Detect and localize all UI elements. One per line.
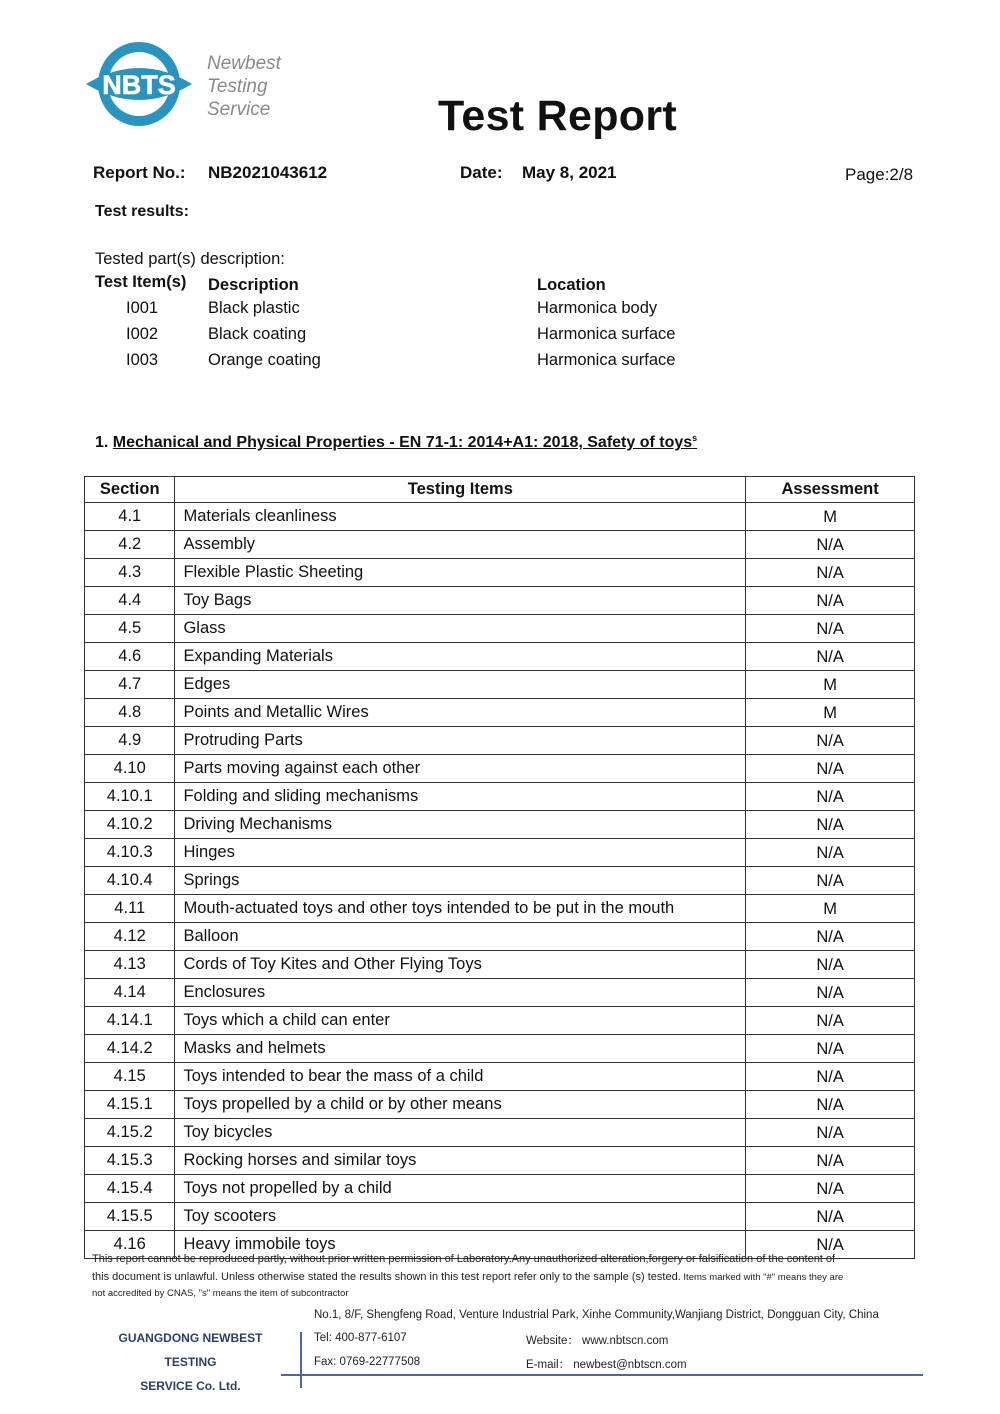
section-title: Mechanical and Physical Properties - EN 71-1: 2014+A1: 2018, Safety of toys$^s$	[112, 433, 698, 451]
assessment-cell: M	[746, 699, 915, 727]
testing-item-cell: Toy bicycles	[175, 1119, 746, 1147]
testing-item-cell: Materials cleanliness	[175, 503, 746, 531]
date-label: Date:	[460, 163, 503, 182]
table-row	[85, 531, 915, 559]
testing-item-cell: Toys which a child can enter	[175, 1007, 746, 1035]
section-cell: 4.15.3	[85, 1147, 175, 1175]
table-row	[85, 1119, 915, 1147]
testing-item-cell: Hinges	[175, 839, 746, 867]
report-no-value: NB2021043612	[208, 163, 328, 182]
logo-emblem-icon	[84, 38, 194, 130]
table-row	[85, 1203, 915, 1231]
part-id: I001	[126, 299, 159, 317]
part-description: Black plastic	[208, 299, 300, 317]
section-cell: 4.7	[85, 671, 175, 699]
company-name-line: GUANGDONG NEWBEST TESTING	[118, 1331, 263, 1369]
section-cell: 4.5	[85, 615, 175, 643]
table-row	[85, 1147, 915, 1175]
section-cell: 4.4	[85, 587, 175, 615]
table-row	[85, 783, 915, 811]
parts-header-description: Description	[208, 276, 299, 294]
part-description: Orange coating	[208, 351, 321, 369]
report-no-label: Report No.:	[93, 163, 186, 182]
testing-item-cell: Rocking horses and similar toys	[175, 1147, 746, 1175]
testing-item-cell: Toys propelled by a child or by other means	[175, 1091, 746, 1119]
page-number: Page:2/8	[845, 165, 914, 184]
testing-item-cell: Edges	[175, 671, 746, 699]
section-cell: 4.2	[85, 531, 175, 559]
assessment-cell: N/A	[746, 923, 915, 951]
testing-item-cell: Cords of Toy Kites and Other Flying Toys	[175, 951, 746, 979]
parts-intro: Tested part(s) description:	[95, 250, 285, 268]
page-title: Test Report	[438, 92, 678, 140]
table-row	[85, 1007, 915, 1035]
assessment-cell: N/A	[746, 1203, 915, 1231]
testing-item-cell: Toys not propelled by a child	[175, 1175, 746, 1203]
assessment-cell: N/A	[746, 1035, 915, 1063]
assessment-cell: N/A	[746, 559, 915, 587]
assessment-cell: M	[746, 503, 915, 531]
testing-item-cell: Masks and helmets	[175, 1035, 746, 1063]
testing-item-cell: Points and Metallic Wires	[175, 699, 746, 727]
assessment-cell: N/A	[746, 755, 915, 783]
assessment-cell: N/A	[746, 839, 915, 867]
company-website[interactable]: Website： www.nbtscn.com	[526, 1335, 669, 1347]
testing-item-cell: Springs	[175, 867, 746, 895]
section-cell: 4.3	[85, 559, 175, 587]
testing-item-cell: Mouth-actuated toys and other toys intended to be put in the mouth	[175, 895, 746, 923]
table-row	[85, 1035, 915, 1063]
assessment-cell: N/A	[746, 783, 915, 811]
assessment-cell: N/A	[746, 727, 915, 755]
table-row	[85, 811, 915, 839]
header-testing-items: Testing Items	[175, 477, 746, 503]
section-cell: 4.8	[85, 699, 175, 727]
parts-row	[95, 351, 715, 377]
table-row	[85, 867, 915, 895]
section-cell: 4.14.1	[85, 1007, 175, 1035]
testing-item-cell: Heavy immobile toys	[175, 1231, 746, 1259]
testing-item-cell: Balloon	[175, 923, 746, 951]
part-id: I002	[126, 325, 159, 343]
company-fax: Fax: 0769-22777508	[314, 1356, 421, 1368]
date-value: May 8, 2021	[522, 163, 617, 182]
testing-item-cell: Flexible Plastic Sheeting	[175, 559, 746, 587]
table-row	[85, 671, 915, 699]
subcontractor-mark: s	[692, 433, 698, 443]
table-row	[85, 979, 915, 1007]
disclaimer	[92, 1250, 912, 1301]
section-cell: 4.15.2	[85, 1119, 175, 1147]
section-cell: 4.10	[85, 755, 175, 783]
section-cell: 4.15	[85, 1063, 175, 1091]
section-heading	[95, 433, 697, 452]
table-header-row	[85, 477, 915, 503]
table-row	[85, 727, 915, 755]
part-location: Harmonica surface	[537, 325, 676, 343]
section-cell: 4.10.4	[85, 867, 175, 895]
assessment-cell: N/A	[746, 1063, 915, 1091]
testing-item-cell: Folding and sliding mechanisms	[175, 783, 746, 811]
assessment-cell: M	[746, 671, 915, 699]
company-address: No.1, 8/F, Shengfeng Road, Venture Industrial Park, Xinhe Community,Wanjiang District, Dongguan City, China	[314, 1309, 879, 1321]
table-row	[85, 839, 915, 867]
assessment-cell: N/A	[746, 1175, 915, 1203]
table-row	[85, 895, 915, 923]
assessment-cell: N/A	[746, 531, 915, 559]
parts-header-id: Test Item(s)	[95, 273, 187, 291]
logo-tagline	[207, 52, 281, 121]
assessment-cell: N/A	[746, 1147, 915, 1175]
table-row	[85, 1063, 915, 1091]
section-cell: 4.9	[85, 727, 175, 755]
disclaimer-line: This report cannot be reproduced partly, without prior written permission of Laboratory.Any unauthorized alteration,forgery or falsification of the content of	[92, 1253, 836, 1265]
testing-item-cell: Toys intended to bear the mass of a child	[175, 1063, 746, 1091]
parts-row	[95, 325, 715, 351]
table-row	[85, 755, 915, 783]
section-cell: 4.6	[85, 643, 175, 671]
section-cell: 4.10.1	[85, 783, 175, 811]
testing-item-cell: Expanding Materials	[175, 643, 746, 671]
logo-tagline-line: Service	[207, 99, 271, 120]
table-row	[85, 1175, 915, 1203]
header-section: Section	[85, 477, 175, 503]
section-cell: 4.15.1	[85, 1091, 175, 1119]
disclaimer-line: this document is unlawful. Unless otherwise stated the results shown in this test report refer only to the sample (s) tested. Items marked with "#" means they are	[92, 1271, 844, 1283]
section-cell: 4.10.2	[85, 811, 175, 839]
section-number: 1.	[95, 434, 109, 451]
assessment-cell: N/A	[746, 1007, 915, 1035]
assessment-cell: N/A	[746, 643, 915, 671]
assessment-cell: N/A	[746, 1231, 915, 1259]
section-cell: 4.16	[85, 1231, 175, 1259]
table-row	[85, 699, 915, 727]
part-id: I003	[126, 351, 159, 369]
section-cell: 4.13	[85, 951, 175, 979]
parts-row	[95, 299, 715, 325]
testing-item-cell: Toy scooters	[175, 1203, 746, 1231]
section-cell: 4.12	[85, 923, 175, 951]
table-row	[85, 1091, 915, 1119]
section-cell: 4.14.2	[85, 1035, 175, 1063]
testing-item-cell: Assembly	[175, 531, 746, 559]
table-row	[85, 615, 915, 643]
section-cell: 4.1	[85, 503, 175, 531]
footer-divider-horizontal	[281, 1374, 923, 1376]
section-cell: 4.14	[85, 979, 175, 1007]
assessment-cell: N/A	[746, 951, 915, 979]
assessment-cell: N/A	[746, 1119, 915, 1147]
section-cell: 4.11	[85, 895, 175, 923]
assessment-cell: N/A	[746, 615, 915, 643]
table-row	[85, 951, 915, 979]
testing-item-cell: Protruding Parts	[175, 727, 746, 755]
assessment-cell: N/A	[746, 587, 915, 615]
table-row	[85, 643, 915, 671]
company-tel: Tel: 400-877-6107	[314, 1332, 407, 1344]
table-row	[85, 587, 915, 615]
assessment-cell: N/A	[746, 867, 915, 895]
parts-header-location: Location	[537, 276, 606, 294]
section-cell: 4.15.5	[85, 1203, 175, 1231]
section-cell: 4.10.3	[85, 839, 175, 867]
logo-tagline-line: Testing	[207, 76, 268, 97]
testing-item-cell: Parts moving against each other	[175, 755, 746, 783]
testing-item-cell: Toy Bags	[175, 587, 746, 615]
section-cell: 4.15.4	[85, 1175, 175, 1203]
testing-item-cell: Glass	[175, 615, 746, 643]
header-assessment: Assessment	[746, 477, 915, 503]
nbts-logo	[84, 38, 194, 130]
assessment-cell: N/A	[746, 811, 915, 839]
svg-text:NBTS: NBTS	[102, 70, 176, 100]
test-results-label: Test results:	[95, 203, 189, 220]
parts-list	[95, 273, 715, 377]
disclaimer-line: not accredited by CNAS, "s" means the item of subcontractor	[92, 1288, 349, 1299]
assessment-cell: N/A	[746, 1091, 915, 1119]
footer-divider-vertical	[300, 1332, 302, 1388]
table-row	[85, 559, 915, 587]
assessment-cell: M	[746, 895, 915, 923]
testing-item-cell: Driving Mechanisms	[175, 811, 746, 839]
results-table	[84, 476, 915, 1259]
logo-tagline-line: Newbest	[207, 53, 281, 74]
table-row	[85, 503, 915, 531]
parts-header	[95, 273, 715, 299]
part-description: Black coating	[208, 325, 307, 343]
company-name-line: SERVICE Co. Ltd.	[140, 1379, 241, 1393]
company-email[interactable]: E-mail： newbest@nbtscn.com	[526, 1359, 687, 1371]
part-location: Harmonica surface	[537, 351, 676, 369]
part-location: Harmonica body	[537, 299, 658, 317]
company-name	[92, 1326, 289, 1398]
assessment-cell: N/A	[746, 979, 915, 1007]
table-row	[85, 923, 915, 951]
testing-item-cell: Enclosures	[175, 979, 746, 1007]
